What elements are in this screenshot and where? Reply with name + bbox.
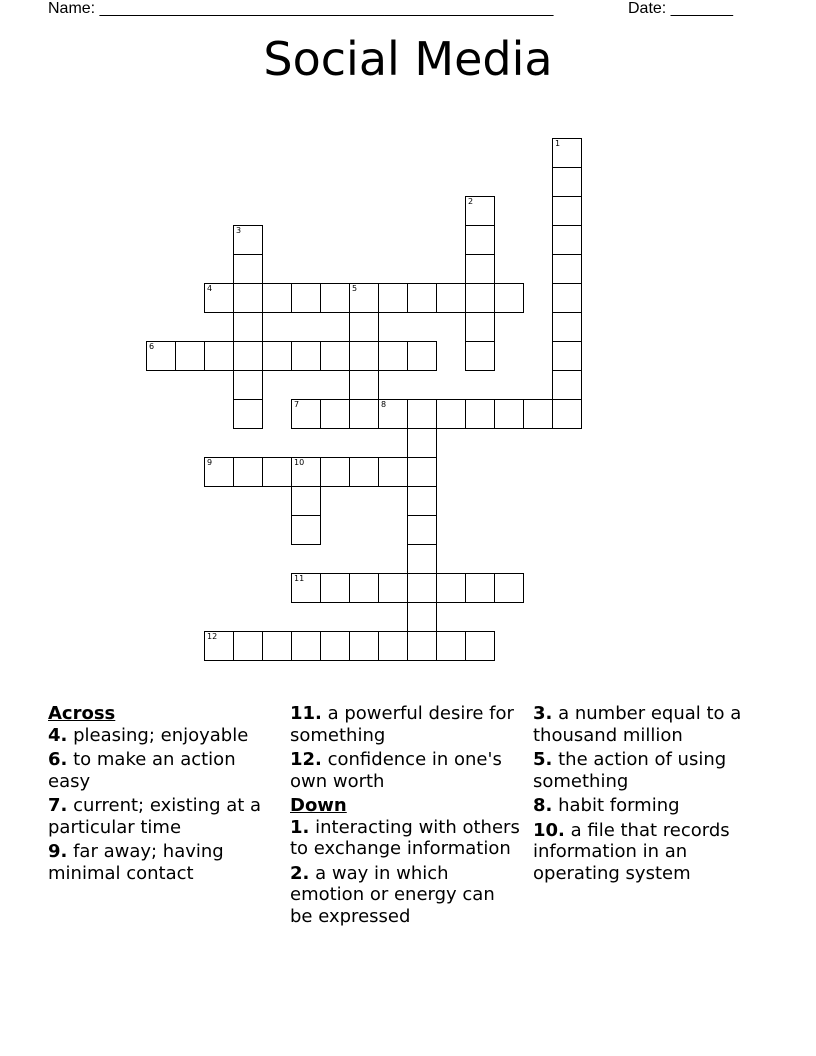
crossword-cell[interactable] xyxy=(204,341,234,371)
crossword-cell[interactable] xyxy=(436,283,466,313)
crossword-cell[interactable] xyxy=(378,341,408,371)
crossword-cell[interactable] xyxy=(233,341,263,371)
clue-text: far away; having minimal contact xyxy=(48,841,224,884)
clue-item xyxy=(533,749,763,792)
crossword-cell[interactable] xyxy=(378,283,408,313)
crossword-cell[interactable] xyxy=(552,167,582,197)
crossword-cell[interactable] xyxy=(465,312,495,342)
clue-number-label: 7. xyxy=(48,795,68,816)
crossword-cell[interactable] xyxy=(262,457,292,487)
crossword-cell[interactable] xyxy=(552,225,582,255)
crossword-cell[interactable] xyxy=(349,283,379,313)
clue-number-label: 3. xyxy=(533,703,553,724)
crossword-cell[interactable] xyxy=(291,486,321,516)
clue-number: 6 xyxy=(149,342,155,351)
clue-number-label: 9. xyxy=(48,841,68,862)
crossword-cell[interactable] xyxy=(291,515,321,545)
crossword-cell[interactable] xyxy=(552,370,582,400)
crossword-cell[interactable] xyxy=(407,428,437,458)
clues-heading: Across xyxy=(48,703,116,724)
clue-number: 12 xyxy=(207,632,218,641)
page-title: Social Media xyxy=(263,32,553,86)
crossword-cell[interactable] xyxy=(407,544,437,574)
date-field-label[interactable]: Date: _______ xyxy=(628,0,733,17)
crossword-cell[interactable] xyxy=(349,312,379,342)
clue-number: 7 xyxy=(294,400,300,409)
crossword-cell[interactable] xyxy=(233,283,263,313)
crossword-cell[interactable] xyxy=(233,225,263,255)
crossword-cell[interactable] xyxy=(465,225,495,255)
crossword-cell[interactable] xyxy=(349,341,379,371)
crossword-cell[interactable] xyxy=(407,631,437,661)
crossword-cell[interactable] xyxy=(320,341,350,371)
clue-number-label: 2. xyxy=(290,862,310,884)
crossword-cell[interactable] xyxy=(494,573,524,603)
clue-text: the action of using something xyxy=(533,749,727,792)
clues-column-1 xyxy=(48,703,278,887)
crossword-cell[interactable] xyxy=(552,399,582,429)
crossword-cell[interactable] xyxy=(378,457,408,487)
clue-item xyxy=(48,841,278,884)
clue-item xyxy=(290,817,520,860)
crossword-cell[interactable] xyxy=(291,399,321,429)
crossword-cell[interactable] xyxy=(465,196,495,226)
clue-number: 8 xyxy=(381,400,387,409)
crossword-cell[interactable] xyxy=(320,283,350,313)
crossword-cell[interactable] xyxy=(146,341,176,371)
crossword-cell[interactable] xyxy=(407,515,437,545)
clue-item xyxy=(533,795,763,817)
crossword-cell[interactable] xyxy=(233,399,263,429)
crossword-cell[interactable] xyxy=(291,341,321,371)
name-field-label[interactable]: Name: ___________________________________________________ xyxy=(48,0,554,17)
crossword-cell[interactable] xyxy=(291,631,321,661)
clue-item xyxy=(290,749,520,792)
crossword-cell[interactable] xyxy=(204,631,234,661)
crossword-cell[interactable] xyxy=(465,631,495,661)
clue-item xyxy=(533,703,763,746)
clue-text: habit forming xyxy=(552,795,680,816)
clue-item xyxy=(533,820,763,885)
crossword-cell[interactable] xyxy=(436,399,466,429)
crossword-cell[interactable] xyxy=(552,283,582,313)
crossword-cell[interactable] xyxy=(494,399,524,429)
clue-text: to make an action easy xyxy=(48,749,236,792)
clue-text: pleasing; enjoyable xyxy=(67,724,249,746)
clue-text: current; existing at a particular time xyxy=(48,795,262,838)
clue-item xyxy=(48,749,278,792)
clue-number-label: 8. xyxy=(533,795,553,816)
clue-item xyxy=(290,863,520,928)
crossword-cell[interactable] xyxy=(349,399,379,429)
crossword-cell[interactable] xyxy=(494,283,524,313)
crossword-cell[interactable] xyxy=(291,573,321,603)
clue-text: a number equal to a thousand million xyxy=(533,703,742,746)
crossword-cell[interactable] xyxy=(552,138,582,168)
crossword-cell[interactable] xyxy=(407,573,437,603)
clue-number-label: 4. xyxy=(48,724,68,746)
crossword-cell[interactable] xyxy=(523,399,553,429)
clue-number: 9 xyxy=(207,458,213,467)
crossword-cell[interactable] xyxy=(436,631,466,661)
crossword-cell[interactable] xyxy=(349,370,379,400)
clue-text: interacting with others to exchange information xyxy=(290,816,520,859)
clue-item xyxy=(48,725,278,747)
clue-text: confidence in one's own worth xyxy=(290,749,502,792)
crossword-cell[interactable] xyxy=(204,283,234,313)
crossword-cell[interactable] xyxy=(233,254,263,284)
crossword-cell[interactable] xyxy=(407,602,437,632)
crossword-cell[interactable] xyxy=(320,457,350,487)
crossword-cell[interactable] xyxy=(349,631,379,661)
crossword-cell[interactable] xyxy=(378,573,408,603)
clue-number: 5 xyxy=(352,284,358,293)
clue-number: 2 xyxy=(468,197,474,206)
crossword-cell[interactable] xyxy=(262,631,292,661)
clue-number-label: 11. xyxy=(290,703,322,724)
clue-number-label: 10. xyxy=(533,819,565,841)
crossword-cell[interactable] xyxy=(465,254,495,284)
clue-number: 10 xyxy=(294,458,305,467)
crossword-cell[interactable] xyxy=(407,457,437,487)
clue-item xyxy=(48,795,278,838)
crossword-cell[interactable] xyxy=(233,457,263,487)
crossword-cell[interactable] xyxy=(465,399,495,429)
crossword-cell[interactable] xyxy=(552,312,582,342)
crossword-cell[interactable] xyxy=(465,341,495,371)
crossword-cell[interactable] xyxy=(378,631,408,661)
crossword-cell[interactable] xyxy=(407,283,437,313)
clue-number-label: 6. xyxy=(48,749,68,770)
clue-number: 4 xyxy=(207,284,213,293)
crossword-cell[interactable] xyxy=(436,573,466,603)
clues-heading: Down xyxy=(290,795,347,816)
crossword-cell[interactable] xyxy=(291,457,321,487)
crossword-cell[interactable] xyxy=(233,312,263,342)
crossword-cell[interactable] xyxy=(349,573,379,603)
clue-number-label: 1. xyxy=(290,816,310,838)
clue-text: a powerful desire for something xyxy=(290,703,514,746)
clue-number-label: 12. xyxy=(290,749,322,770)
crossword-cell[interactable] xyxy=(320,399,350,429)
crossword-cell[interactable] xyxy=(320,631,350,661)
crossword-cell[interactable] xyxy=(262,341,292,371)
clue-number: 3 xyxy=(236,226,242,235)
crossword-cell[interactable] xyxy=(175,341,205,371)
crossword-cell[interactable] xyxy=(320,573,350,603)
crossword-cell[interactable] xyxy=(552,196,582,226)
crossword-cell[interactable] xyxy=(552,341,582,371)
crossword-cell[interactable] xyxy=(465,283,495,313)
clue-item xyxy=(290,703,520,746)
clue-text: a file that records information in an operating system xyxy=(533,819,730,884)
clues-column-3 xyxy=(533,703,763,887)
clue-text: a way in which emotion or energy can be expressed xyxy=(290,862,495,927)
clue-number: 1 xyxy=(555,139,561,148)
crossword-cell[interactable] xyxy=(262,283,292,313)
crossword-cell[interactable] xyxy=(349,457,379,487)
crossword-cell[interactable] xyxy=(552,254,582,284)
crossword-cell[interactable] xyxy=(465,573,495,603)
clues-column-2 xyxy=(290,703,520,930)
crossword-cell[interactable] xyxy=(378,399,408,429)
crossword-cell[interactable] xyxy=(204,457,234,487)
crossword-cell[interactable] xyxy=(407,341,437,371)
crossword-cell[interactable] xyxy=(407,486,437,516)
clue-number-label: 5. xyxy=(533,749,553,770)
crossword-cell[interactable] xyxy=(233,631,263,661)
crossword-cell[interactable] xyxy=(407,399,437,429)
crossword-cell[interactable] xyxy=(291,283,321,313)
clue-number: 11 xyxy=(294,574,305,583)
crossword-cell[interactable] xyxy=(233,370,263,400)
